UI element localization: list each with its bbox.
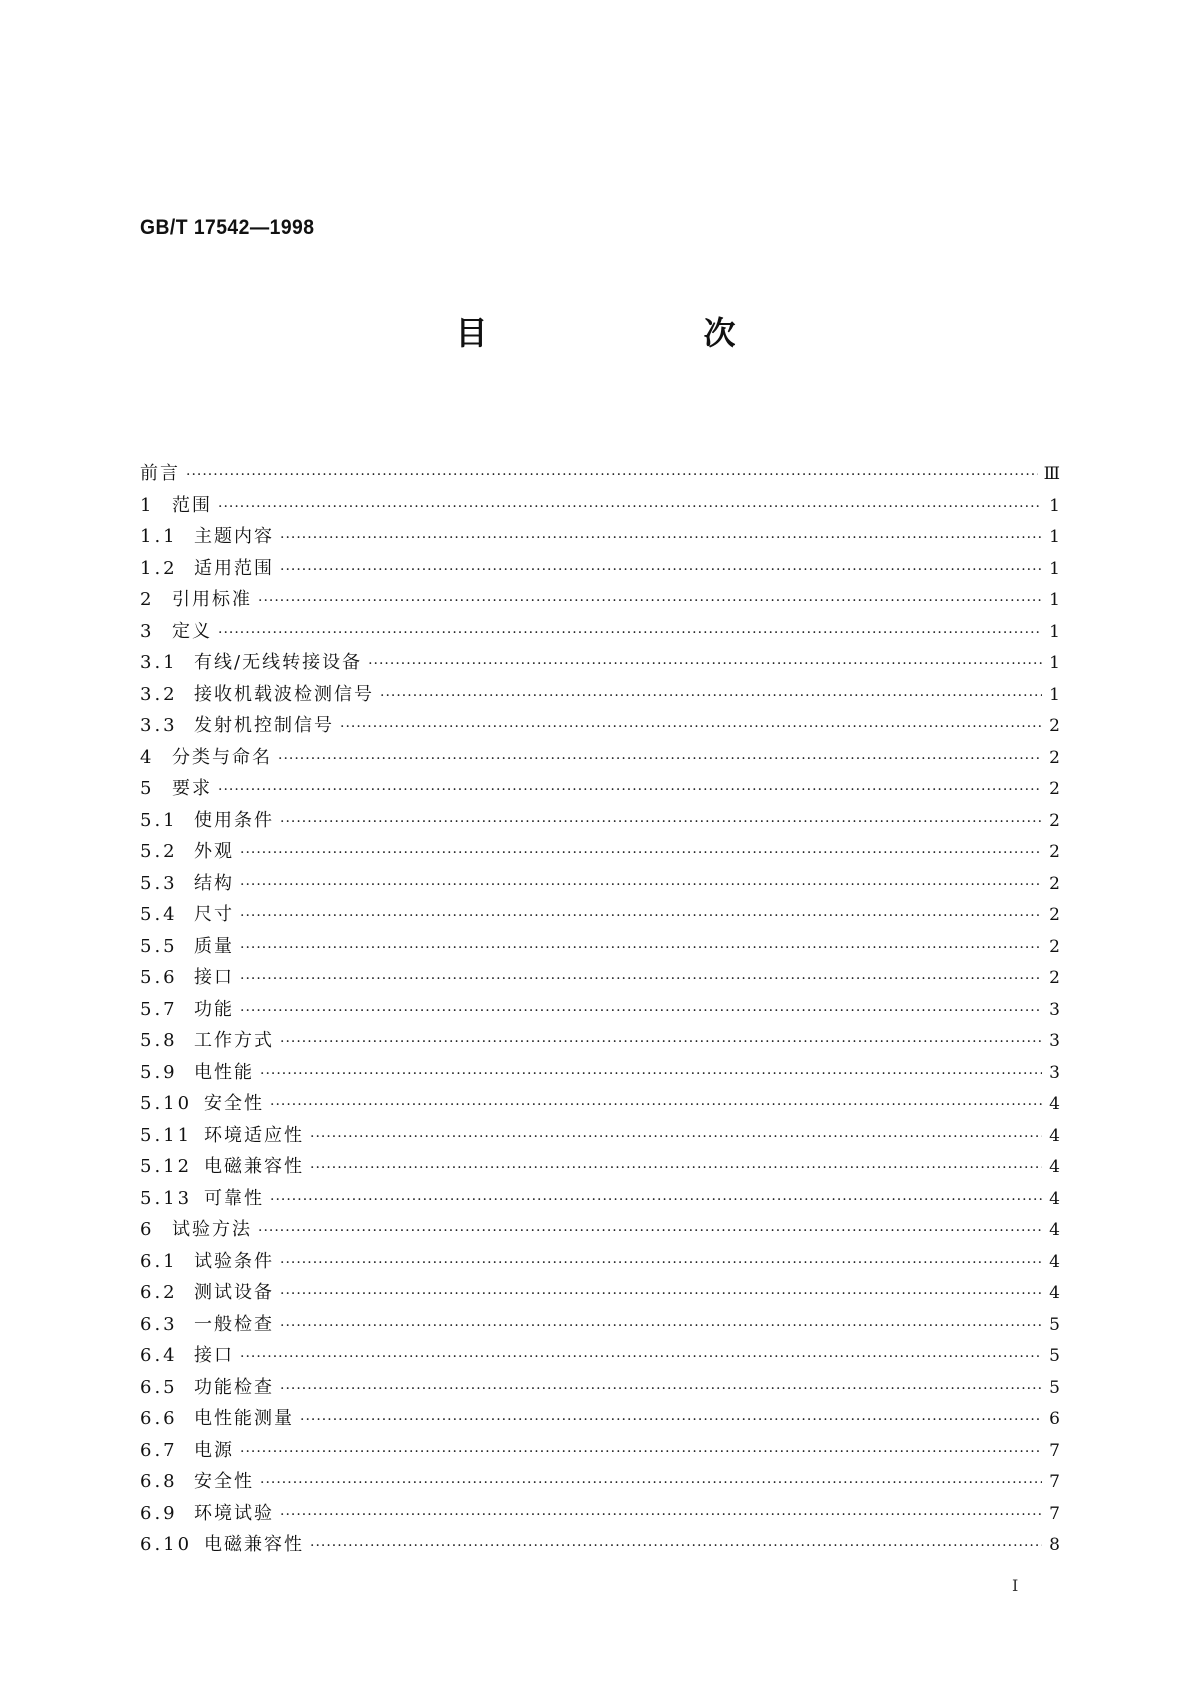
- toc-entry-number: 5.3: [140, 872, 178, 894]
- toc-entry-page: 4: [1049, 1283, 1060, 1303]
- dot-leader: [380, 681, 1042, 713]
- page-number: I: [1012, 1576, 1019, 1595]
- toc-entry-number: 5.12: [140, 1156, 193, 1177]
- toc-entry-number: 2: [140, 589, 155, 610]
- toc-entry-page: 7: [1049, 1503, 1060, 1524]
- toc-entry-label: 电性能: [194, 1061, 254, 1083]
- dot-leader: [280, 1279, 1042, 1311]
- toc-entry-page: 2: [1049, 968, 1060, 988]
- dot-leader: [240, 1342, 1042, 1374]
- toc-entry-label: 要求: [172, 778, 212, 799]
- dot-leader: [280, 1027, 1042, 1059]
- dot-leader: [368, 649, 1042, 681]
- toc-entry[interactable]: [140, 647, 1060, 679]
- dot-leader: [218, 775, 1042, 807]
- toc-entry-page: 1: [1049, 653, 1060, 673]
- toc-entry-label: 电磁兼容性: [204, 1534, 304, 1555]
- dot-leader: [260, 1059, 1042, 1091]
- toc-entry-page: 1: [1049, 684, 1060, 705]
- dot-leader: [280, 523, 1042, 555]
- toc-entry-label: 功能检查: [194, 1376, 274, 1398]
- toc-entry[interactable]: [140, 1498, 1060, 1530]
- toc-entry-page: 5: [1049, 1314, 1060, 1335]
- toc-entry-label: 环境试验: [194, 1502, 274, 1524]
- toc-entry-page: 2: [1049, 873, 1060, 894]
- toc-entry-number: 6.6: [140, 1408, 178, 1429]
- toc-entry[interactable]: [140, 805, 1060, 837]
- toc-entry-label: 引用标准: [172, 589, 252, 610]
- toc-entry-number: 5.10: [140, 1093, 193, 1114]
- toc-entry-number: 5.7: [140, 998, 178, 1020]
- toc-entry[interactable]: [140, 1277, 1060, 1309]
- toc-entry[interactable]: [140, 994, 1060, 1026]
- dot-leader: [240, 838, 1042, 870]
- toc-entry-label: 工作方式: [194, 1030, 274, 1051]
- toc-entry-page: 4: [1049, 1125, 1060, 1146]
- toc-entry-number: 6.5: [140, 1376, 178, 1398]
- toc-entry-number: 5.5: [140, 935, 178, 957]
- toc-entry-label: 电源: [194, 1439, 234, 1461]
- toc-entry-number: 6.1: [140, 1250, 178, 1272]
- toc-entry-page: 7: [1049, 1440, 1060, 1461]
- toc-entry[interactable]: [140, 742, 1060, 774]
- dot-leader: [280, 1500, 1042, 1532]
- dot-leader: [300, 1405, 1042, 1437]
- dot-leader: [240, 964, 1042, 996]
- toc-entry-number: 5.9: [140, 1061, 178, 1083]
- toc-entry-page: 1: [1049, 621, 1060, 642]
- dot-leader: [270, 1185, 1042, 1217]
- dot-leader: [280, 807, 1042, 839]
- toc-entry-label: 电磁兼容性: [204, 1156, 304, 1177]
- dot-leader: [218, 618, 1042, 650]
- toc-entry-number: 5.11: [140, 1124, 193, 1146]
- toc-entry-label: 前言: [140, 463, 180, 484]
- toc-entry-number: 5.1: [140, 809, 178, 831]
- toc-entry-label: 安全性: [194, 1471, 254, 1492]
- toc-entry[interactable]: [140, 1372, 1060, 1404]
- toc-entry-page: 4: [1049, 1094, 1060, 1114]
- toc-entry[interactable]: [140, 458, 1060, 490]
- toc-entry-page: Ⅲ: [1043, 464, 1060, 484]
- dot-leader: [280, 1311, 1042, 1343]
- dot-leader: [260, 1468, 1042, 1500]
- dot-leader: [340, 712, 1042, 744]
- toc-entry-page: 1: [1049, 495, 1060, 516]
- toc-entry-page: 1: [1049, 590, 1060, 610]
- dot-leader: [240, 901, 1042, 933]
- toc-entry-number: 6.4: [140, 1345, 178, 1366]
- page-title: 目 次: [455, 314, 828, 352]
- toc-entry-label: 环境适应性: [204, 1124, 304, 1146]
- toc-entry[interactable]: [140, 931, 1060, 963]
- toc-entry[interactable]: [140, 1057, 1060, 1089]
- toc-entry-label: 安全性: [204, 1093, 264, 1114]
- standard-number: GB/T 17542—1998: [140, 216, 315, 239]
- toc-entry-page: 1: [1049, 527, 1060, 547]
- toc-entry-number: 5.6: [140, 967, 178, 988]
- dot-leader: [240, 1437, 1042, 1469]
- toc-entry[interactable]: [140, 868, 1060, 900]
- toc-entry-page: 5: [1049, 1377, 1060, 1398]
- toc-entry-page: 2: [1049, 810, 1060, 831]
- dot-leader: [186, 460, 1038, 492]
- toc-entry-number: 6: [140, 1219, 155, 1240]
- toc-entry[interactable]: [140, 490, 1060, 522]
- toc-entry-number: 6.2: [140, 1282, 178, 1303]
- dot-leader: [280, 555, 1042, 587]
- toc-entry[interactable]: [140, 584, 1060, 616]
- toc-entry-number: 6.7: [140, 1439, 178, 1461]
- toc-entry-number: 5: [140, 778, 155, 799]
- table-of-contents: [140, 458, 1060, 1561]
- toc-entry-page: 4: [1049, 1157, 1060, 1177]
- toc-entry[interactable]: [140, 1025, 1060, 1057]
- toc-entry-label: 质量: [194, 935, 234, 957]
- toc-entry-page: 2: [1049, 779, 1060, 799]
- toc-entry[interactable]: [140, 710, 1060, 742]
- toc-entry[interactable]: [140, 962, 1060, 994]
- toc-entry[interactable]: [140, 1403, 1060, 1435]
- toc-entry-number: 1.2: [140, 557, 178, 579]
- toc-entry-page: 2: [1049, 905, 1060, 925]
- toc-entry[interactable]: [140, 1529, 1060, 1561]
- toc-entry[interactable]: [140, 1466, 1060, 1498]
- toc-entry[interactable]: [140, 1340, 1060, 1372]
- toc-entry[interactable]: [140, 1120, 1060, 1152]
- toc-entry-label: 一般检查: [194, 1313, 274, 1335]
- toc-entry-label: 分类与命名: [172, 746, 272, 768]
- toc-entry-page: 5: [1049, 1346, 1060, 1366]
- toc-entry-label: 接收机载波检测信号: [194, 683, 374, 705]
- toc-entry[interactable]: [140, 1088, 1060, 1120]
- toc-entry[interactable]: [140, 1151, 1060, 1183]
- toc-entry-page: 6: [1049, 1409, 1060, 1429]
- toc-entry-number: 3.2: [140, 683, 178, 705]
- toc-entry-page: 2: [1049, 842, 1060, 862]
- toc-entry-number: 6.9: [140, 1502, 178, 1524]
- dot-leader: [280, 1374, 1042, 1406]
- toc-entry-number: 3.1: [140, 652, 178, 673]
- toc-entry-number: 1.1: [140, 526, 178, 547]
- toc-entry-label: 结构: [194, 872, 234, 894]
- toc-entry-label: 接口: [194, 967, 234, 988]
- toc-entry-label: 测试设备: [194, 1282, 274, 1303]
- toc-entry-label: 外观: [194, 841, 234, 862]
- toc-entry[interactable]: [140, 1183, 1060, 1215]
- dot-leader: [240, 870, 1042, 902]
- toc-entry-page: 1: [1049, 558, 1060, 579]
- toc-entry[interactable]: [140, 521, 1060, 553]
- toc-entry-label: 使用条件: [194, 809, 274, 831]
- toc-entry-page: 8: [1049, 1535, 1060, 1555]
- toc-entry[interactable]: [140, 553, 1060, 585]
- toc-entry-label: 试验方法: [172, 1219, 252, 1240]
- toc-entry-label: 定义: [172, 620, 212, 642]
- toc-entry[interactable]: [140, 616, 1060, 648]
- toc-entry-page: 2: [1049, 747, 1060, 768]
- toc-entry-number: 6.8: [140, 1471, 178, 1492]
- toc-entry-page: 3: [1049, 1031, 1060, 1051]
- toc-entry-label: 适用范围: [194, 557, 274, 579]
- toc-entry-page: 3: [1049, 1062, 1060, 1083]
- toc-entry-number: 6.3: [140, 1313, 178, 1335]
- toc-entry-number: 3: [140, 620, 155, 642]
- toc-entry[interactable]: [140, 899, 1060, 931]
- toc-entry-number: 3.3: [140, 715, 178, 736]
- toc-entry-label: 电性能测量: [194, 1408, 294, 1429]
- toc-entry-page: 2: [1049, 936, 1060, 957]
- dot-leader: [310, 1153, 1042, 1185]
- toc-entry-page: 4: [1049, 1188, 1060, 1209]
- dot-leader: [218, 492, 1042, 524]
- dot-leader: [240, 996, 1042, 1028]
- toc-entry[interactable]: [140, 679, 1060, 711]
- toc-entry-number: 5.4: [140, 904, 178, 925]
- toc-entry-page: 7: [1049, 1472, 1060, 1492]
- toc-entry[interactable]: [140, 1309, 1060, 1341]
- toc-entry-number: 6.10: [140, 1534, 193, 1555]
- dot-leader: [280, 1248, 1042, 1280]
- toc-entry-page: 3: [1049, 999, 1060, 1020]
- toc-entry-label: 接口: [194, 1345, 234, 1366]
- toc-entry-number: 5.2: [140, 841, 178, 862]
- toc-entry[interactable]: [140, 773, 1060, 805]
- toc-entry-label: 试验条件: [194, 1250, 274, 1272]
- toc-entry-number: 5.13: [140, 1187, 193, 1209]
- dot-leader: [270, 1090, 1042, 1122]
- toc-entry-label: 范围: [172, 494, 212, 516]
- toc-entry-number: 1: [140, 494, 155, 516]
- toc-entry-page: 4: [1049, 1220, 1060, 1240]
- toc-entry-label: 功能: [194, 998, 234, 1020]
- toc-entry[interactable]: [140, 1246, 1060, 1278]
- toc-entry-page: 4: [1049, 1251, 1060, 1272]
- dot-leader: [278, 744, 1042, 776]
- toc-entry-label: 尺寸: [194, 904, 234, 925]
- toc-entry-page: 2: [1049, 716, 1060, 736]
- dot-leader: [310, 1122, 1042, 1154]
- toc-entry-label: 有线/无线转接设备: [194, 652, 363, 673]
- toc-entry-label: 可靠性: [204, 1187, 264, 1209]
- dot-leader: [258, 1216, 1042, 1248]
- toc-entry[interactable]: [140, 836, 1060, 868]
- toc-entry-label: 发射机控制信号: [194, 715, 334, 736]
- dot-leader: [258, 586, 1042, 618]
- toc-entry-number: 5.8: [140, 1030, 178, 1051]
- toc-entry-label: 主题内容: [194, 526, 274, 547]
- toc-entry-number: 4: [140, 746, 155, 768]
- dot-leader: [310, 1531, 1042, 1563]
- toc-entry[interactable]: [140, 1435, 1060, 1467]
- dot-leader: [240, 933, 1042, 965]
- toc-entry[interactable]: [140, 1214, 1060, 1246]
